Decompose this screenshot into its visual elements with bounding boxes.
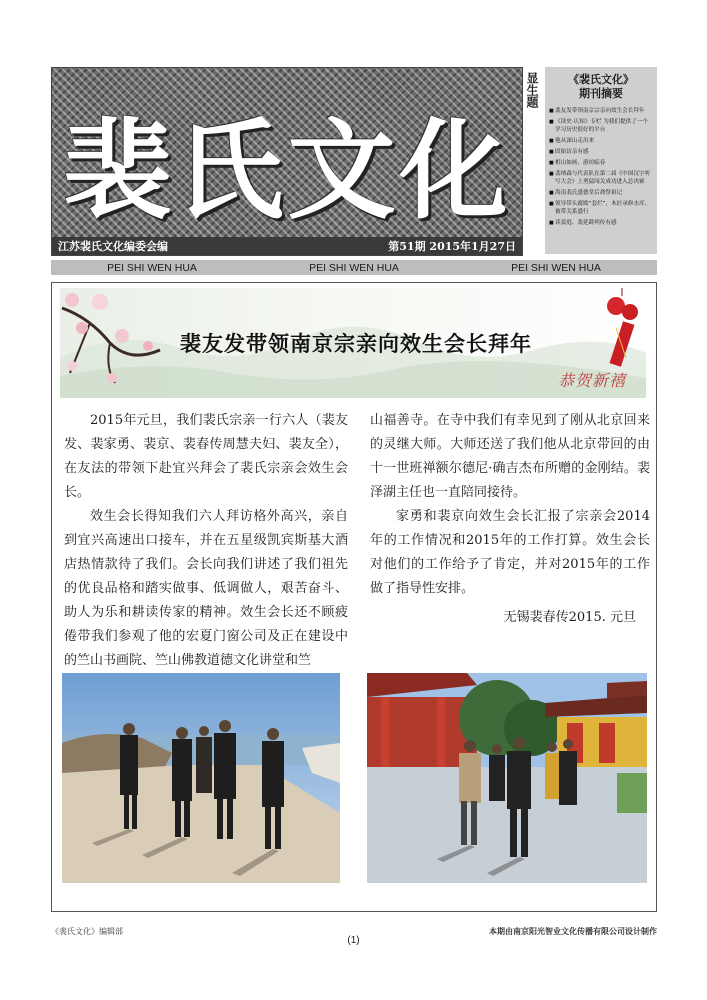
digest-title: 《裴氏文化》 [568,73,634,86]
greeting-calligraphy: 恭贺新禧 [557,371,626,390]
digest-item: ■ 相山如画，游坊临春 [549,159,653,167]
pinyin-band [51,260,657,275]
article-paragraph-continued: 山福善寺。在寺中我们有幸见到了刚从北京回来的灵继大师。大师还送了我们他从北京带回的由十一世班禅额尔德尼·确吉杰布所赠的金刚结。裴泽湖主任也一直陪同接待。 [370,413,650,500]
footer-designer-credit: 本期由南京阳光智业文化传播有限公司设计制作 [489,927,657,936]
article-signature: 无锡裴春传2015. 元旦 [503,610,636,625]
calligraphy-inscription: 显生题 [525,72,539,108]
digest-item: ■ 裴友发带领南京宗亲向效生会长拜年 [549,107,653,115]
pinyin-label: PEI SHI WEN HUA [511,261,601,274]
digest-item: ■ 固始访亲有感 [549,148,653,156]
digest-subtitle: 期刊摘要 [579,87,623,100]
article-paragraph: 2015年元旦，我们裴氏宗亲一行六人（裴友发、裴家勇、裴京、裴春传周慧夫妇、裴友全），在友法的带领下赴宜兴拜会了裴氏宗亲会效生会长。 [64,413,348,500]
digest-item: ■ 《读史·认知》专栏 为我们提供了一个学习历史很好的平台 [549,118,653,134]
article-column-right [370,409,650,601]
group-photo-lakeside [62,673,340,883]
digest-item: ■ 他从深山走出来 [549,137,653,145]
masthead-bar [52,237,522,255]
article-frame [51,282,657,912]
group-photo-temple [367,673,647,883]
page-number: (1) [347,935,360,946]
digest-list [549,107,653,227]
article-column-left [64,409,348,673]
article-paragraph: 家勇和裴京向效生会长汇报了宗亲会2014年的工作情况和2015年的工作打算。效生会长对他们的工作给予了肯定，并对2015年的工作做了指导性安排。 [370,509,650,596]
pinyin-label: PEI SHI WEN HUA [309,261,399,274]
digest-item: ■ 裴纳森与代表队在第二届《中国汉字听写大会》上勇猛闯关成功进入总决赛 [549,170,653,186]
editor-label: 江苏裴氏文化编委会编 [58,240,168,253]
digest-panel [545,67,657,254]
masthead [51,67,523,256]
plum-blossom-icon [60,288,170,393]
footer-editorial-dept: 《裴氏文化》编辑部 [51,927,123,936]
article-headline: 裴友发带领南京宗亲向效生会长拜年 [180,331,532,356]
headline-banner [60,288,646,398]
masthead-title: 裴氏文化 [63,107,512,234]
digest-item: ■ 海南裴氏盛德堂后裔祭祖记 [549,189,653,197]
digest-item: ■ 读裴庭、裴延龄列传有感 [549,219,653,227]
digest-item: ■ 领导带头腐败“套烂”，木匠承修水库、被带关系盛行 [549,200,653,216]
issue-label: 第51期 2015年1月27日 [388,240,516,253]
pinyin-label: PEI SHI WEN HUA [107,261,197,274]
article-paragraph: 效生会长得知我们六人拜访格外高兴，亲自到宜兴高速出口接车，并在五星级凯宾斯基大酒店热情款待了我们。会长向我们讲述了我们祖先的优良品格和踏实做事、低调做人，艰苦奋斗、助人为乐和耕读传家的精神。效生会长还不顾疲倦带我们参观了他的宏夏门窗公司及正在建设中的竺山书画院、竺山佛教道德文化讲堂和竺 [64,509,348,668]
